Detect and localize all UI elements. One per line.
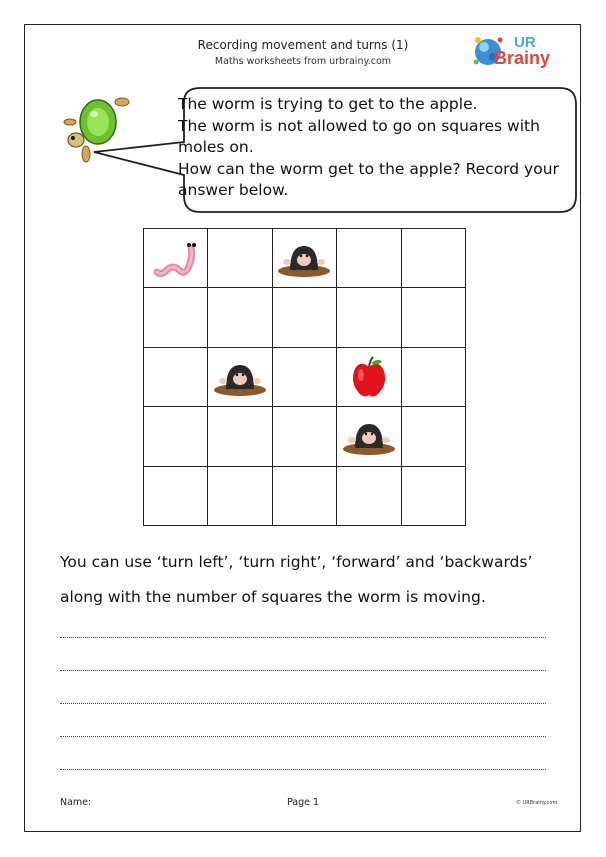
grid-cell [208, 348, 272, 407]
grid-cell [208, 288, 272, 347]
answer-line[interactable] [60, 703, 546, 704]
worm-icon [151, 236, 201, 280]
grid-cell [273, 467, 337, 526]
speech-text [178, 94, 570, 202]
grid-cell [402, 229, 466, 288]
page-number: Page 1 [286, 797, 320, 808]
answer-line[interactable] [60, 670, 546, 671]
mole-icon [276, 238, 332, 278]
grid-cell [337, 407, 401, 466]
grid-cell [144, 229, 208, 288]
worksheet-title: Recording movement and turns (1) [197, 38, 409, 52]
apple-icon [349, 355, 389, 399]
name-label: Name: [60, 797, 92, 808]
copyright: © URBrainy.com [516, 800, 558, 806]
answer-line[interactable] [60, 769, 546, 770]
speech-line: How can the worm get to the apple? Record your [178, 159, 559, 178]
instruction-line: You can use ‘turn left’, ‘turn right’, ‘forward’ and ‘backwards’ [60, 553, 533, 571]
speech-line: moles on. [178, 138, 254, 157]
grid-cell [144, 467, 208, 526]
answer-line[interactable] [60, 736, 546, 737]
speech-line: The worm is trying to get to the apple. [178, 95, 478, 113]
movement-grid [143, 228, 466, 526]
grid-cell [337, 288, 401, 347]
grid-cell [337, 348, 401, 407]
speech-line: answer below. [178, 181, 289, 200]
grid-cell [337, 229, 401, 288]
mole-icon [212, 357, 268, 397]
grid-cell [273, 348, 337, 407]
mole-icon [341, 416, 397, 456]
grid-cell [208, 229, 272, 288]
logo-text-brainy: Brainy [494, 48, 551, 68]
grid-cell [273, 229, 337, 288]
grid-cell [337, 467, 401, 526]
worksheet-subtitle: Maths worksheets from urbrainy.com [214, 56, 392, 67]
logo-text-ur: UR [514, 34, 536, 51]
grid-cell [402, 288, 466, 347]
grid-cell [144, 348, 208, 407]
grid-cell [208, 407, 272, 466]
instruction-line: along with the number of squares the worm is moving. [60, 588, 486, 606]
grid-cell [208, 467, 272, 526]
grid-cell [273, 407, 337, 466]
grid-cell [144, 288, 208, 347]
grid-cell [402, 348, 466, 407]
grid-cell [273, 288, 337, 347]
instruction-text [60, 545, 560, 615]
grid-cell [402, 467, 466, 526]
grid-cell [402, 407, 466, 466]
speech-line: The worm is not allowed to go on squares with [178, 116, 540, 135]
grid-cell [144, 407, 208, 466]
answer-line[interactable] [60, 637, 546, 638]
